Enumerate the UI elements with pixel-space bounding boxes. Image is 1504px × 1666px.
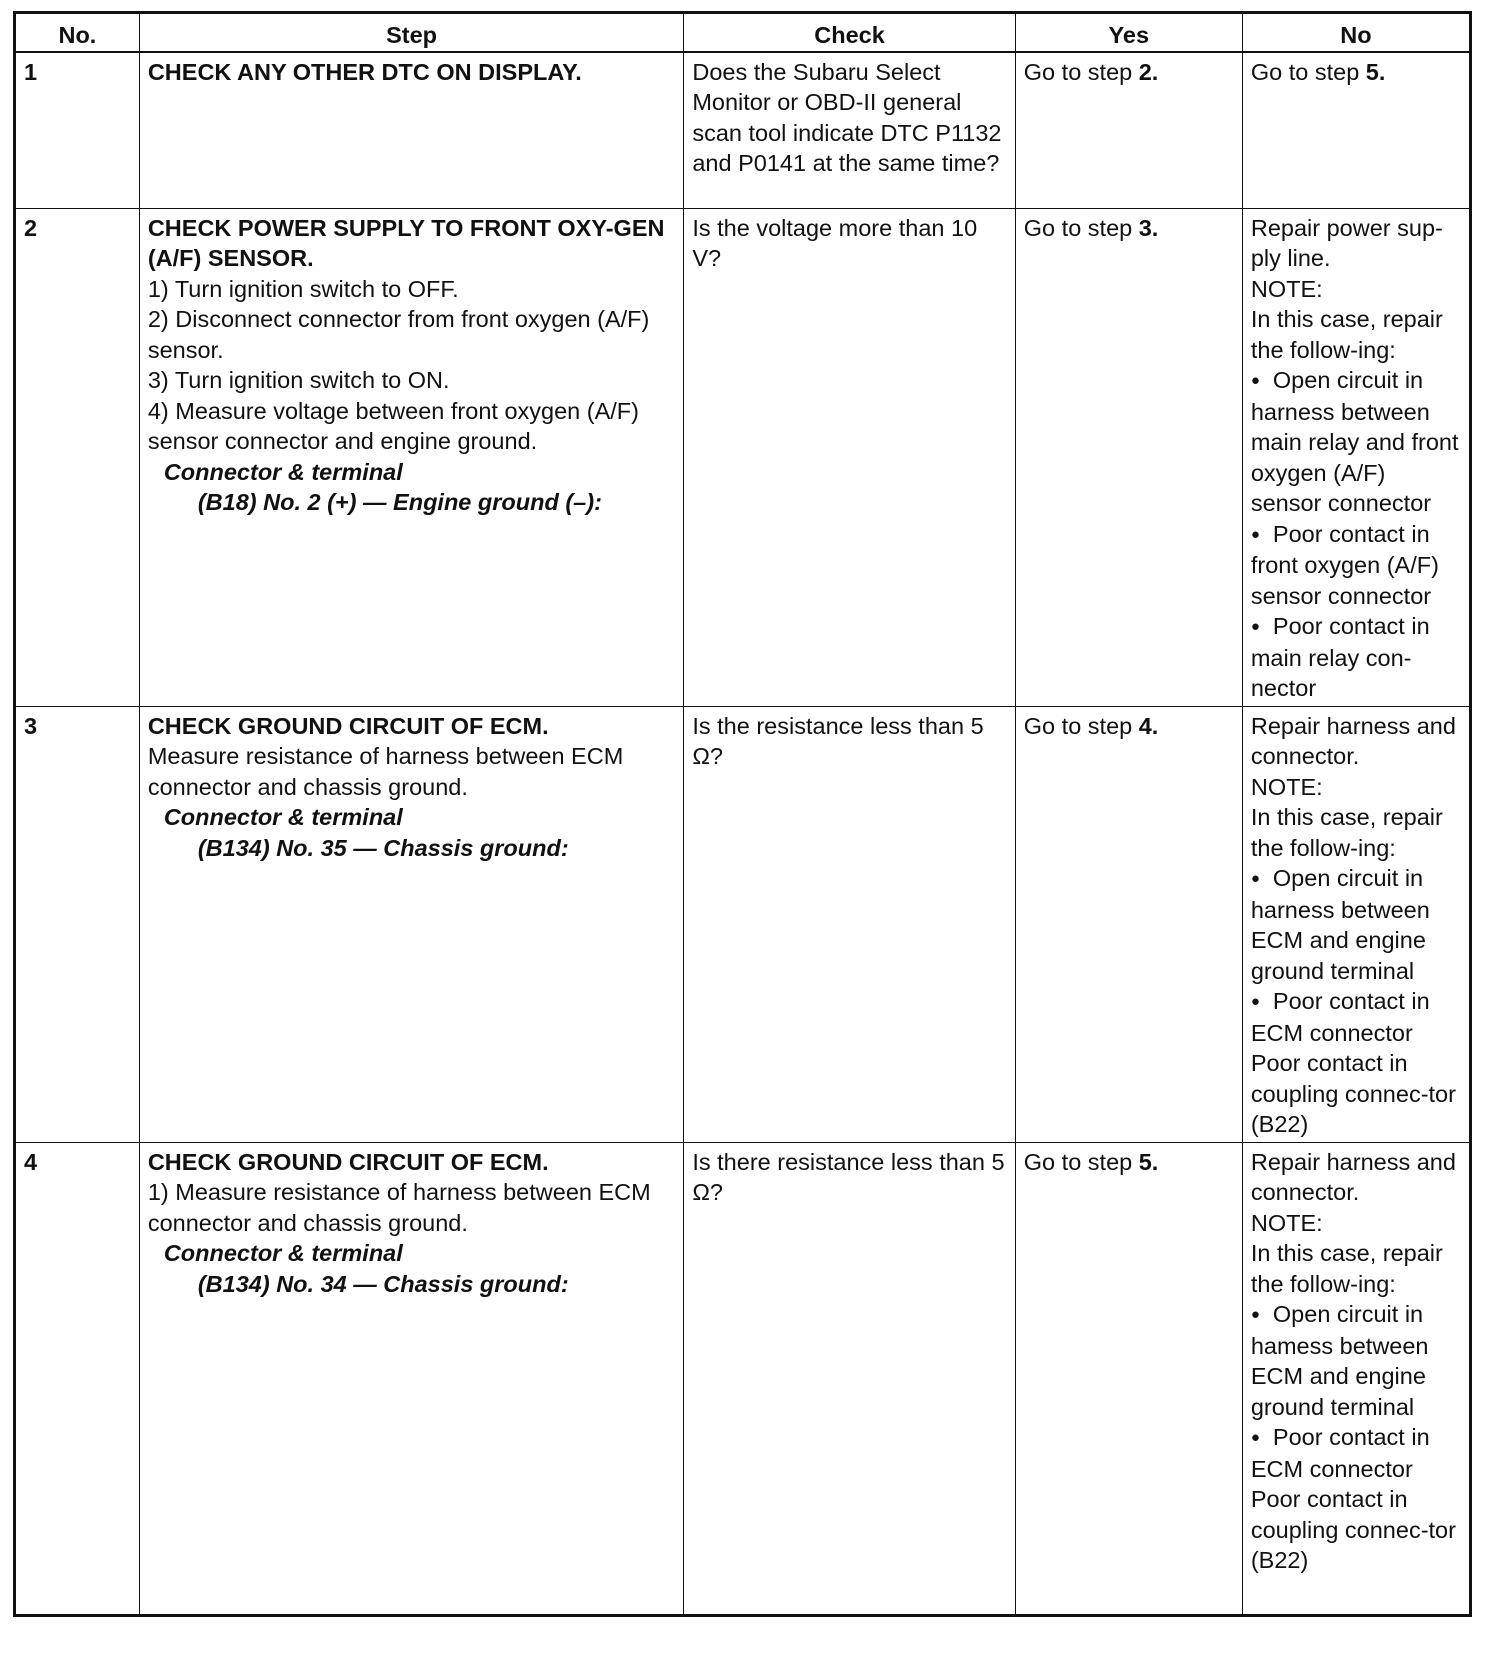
no-cell xyxy=(1242,1142,1470,1615)
yes-prefix: Go to step xyxy=(1023,58,1139,85)
no-cell xyxy=(1242,706,1470,1142)
note-label: NOTE: xyxy=(1250,275,1323,302)
instruction: 3) Turn ignition switch to ON. xyxy=(147,367,450,393)
connector-terminal-label: Connector & terminal xyxy=(163,458,403,485)
yes-prefix: Go to step xyxy=(1023,1148,1139,1175)
bullet-item: ● Poor contact in front oxygen (A/F) sensor connector xyxy=(1251,519,1461,612)
note-text: In this case, repair the follow-ing: xyxy=(1250,306,1443,363)
note-label: NOTE: xyxy=(1250,773,1323,800)
table-row xyxy=(15,52,1471,209)
yes-cell xyxy=(1015,706,1242,1142)
no-action: Repair harness and connector. xyxy=(1250,712,1456,769)
step-title: CHECK ANY OTHER DTC ON DISPLAY. xyxy=(147,58,582,85)
table-row xyxy=(15,208,1471,706)
yes-cell xyxy=(1015,1142,1242,1615)
header-step: Step xyxy=(139,13,684,52)
check-cell: Is there resistance less than 5 Ω? xyxy=(684,1142,1015,1615)
yes-step-ref: 2. xyxy=(1138,58,1159,85)
step-number: 3 xyxy=(15,706,140,1142)
no-tail-item: Poor contact in coupling connec-tor (B22) xyxy=(1250,1050,1456,1137)
bullet-item: ● Open circuit in harness between main relay and front oxygen (A/F) sensor connector xyxy=(1251,365,1461,519)
check-cell: Is the voltage more than 10 V? xyxy=(684,208,1015,706)
table-header-row xyxy=(15,13,1471,52)
no-prefix: Go to step xyxy=(1250,58,1366,85)
connector-terminal-label: Connector & terminal xyxy=(163,1240,403,1266)
yes-step-ref: 3. xyxy=(1138,214,1159,241)
connector-terminal-value: (B18) No. 2 (+) — Engine ground (–): xyxy=(197,489,602,515)
check-cell: Is the resistance less than 5 Ω? xyxy=(684,706,1015,1142)
step-cell xyxy=(139,208,684,706)
header-no-result: No xyxy=(1242,13,1470,52)
instruction: 2) Disconnect connector from front oxygen (A/F) sensor. xyxy=(147,306,650,363)
table-row xyxy=(15,1142,1471,1615)
bullet-item: ● Open circuit in harness between ECM and engine ground terminal xyxy=(1251,863,1461,986)
step-number: 1 xyxy=(15,52,140,209)
no-cell xyxy=(1242,208,1470,706)
step-cell xyxy=(139,706,684,1142)
no-tail-item: Poor contact in coupling connec-tor (B22) xyxy=(1250,1486,1456,1573)
bullet-item: ● Poor contact in main relay con-nector xyxy=(1251,611,1461,704)
bullet-item: ● Poor contact in ECM connector xyxy=(1251,1422,1461,1484)
header-no: No. xyxy=(15,13,140,52)
step-title: CHECK GROUND CIRCUIT OF ECM. xyxy=(147,1148,549,1175)
no-action: Repair harness and connector. xyxy=(1250,1148,1456,1205)
header-check: Check xyxy=(684,13,1015,52)
bullet-item: ● Open circuit in hamess between ECM and engine ground terminal xyxy=(1251,1299,1461,1422)
check-cell: Does the Subaru Select Monitor or OBD-II general scan tool indicate DTC P1132 and P0141 at the same time? xyxy=(684,52,1015,209)
no-cell xyxy=(1242,52,1470,209)
instruction: Measure resistance of harness between ECM connector and chassis ground. xyxy=(147,743,624,800)
note-label: NOTE: xyxy=(1250,1209,1323,1236)
table-row xyxy=(15,706,1471,1142)
instruction: 1) Measure resistance of harness between ECM connector and chassis ground. xyxy=(147,1179,651,1236)
note-text: In this case, repair the follow-ing: xyxy=(1250,804,1443,861)
bullet-item: ● Poor contact in ECM connector xyxy=(1251,986,1461,1048)
yes-prefix: Go to step xyxy=(1023,214,1139,241)
header-yes: Yes xyxy=(1015,13,1242,52)
yes-prefix: Go to step xyxy=(1023,712,1139,739)
yes-cell xyxy=(1015,52,1242,209)
step-number: 4 xyxy=(15,1142,140,1615)
step-cell xyxy=(139,52,684,209)
step-cell xyxy=(139,1142,684,1615)
yes-step-ref: 4. xyxy=(1138,712,1159,739)
connector-terminal-label: Connector & terminal xyxy=(163,804,403,830)
step-number: 2 xyxy=(15,208,140,706)
yes-cell xyxy=(1015,208,1242,706)
step-title: CHECK GROUND CIRCUIT OF ECM. xyxy=(147,712,549,739)
instruction: 1) Turn ignition switch to OFF. xyxy=(147,275,459,302)
step-title: CHECK POWER SUPPLY TO FRONT OXY-GEN (A/F) SENSOR. xyxy=(147,214,665,271)
connector-terminal-value: (B134) No. 34 — Chassis ground: xyxy=(197,1270,569,1297)
connector-terminal-value: (B134) No. 35 — Chassis ground: xyxy=(197,834,569,861)
diagnostic-procedure-table xyxy=(13,11,1472,1617)
no-step-ref: 5. xyxy=(1365,58,1386,85)
no-action: Repair power sup-ply line. xyxy=(1250,214,1443,271)
yes-step-ref: 5. xyxy=(1138,1148,1159,1175)
instruction: 4) Measure voltage between front oxygen (A/F) sensor connector and engine ground. xyxy=(147,397,639,454)
note-text: In this case, repair the follow-ing: xyxy=(1250,1240,1443,1297)
